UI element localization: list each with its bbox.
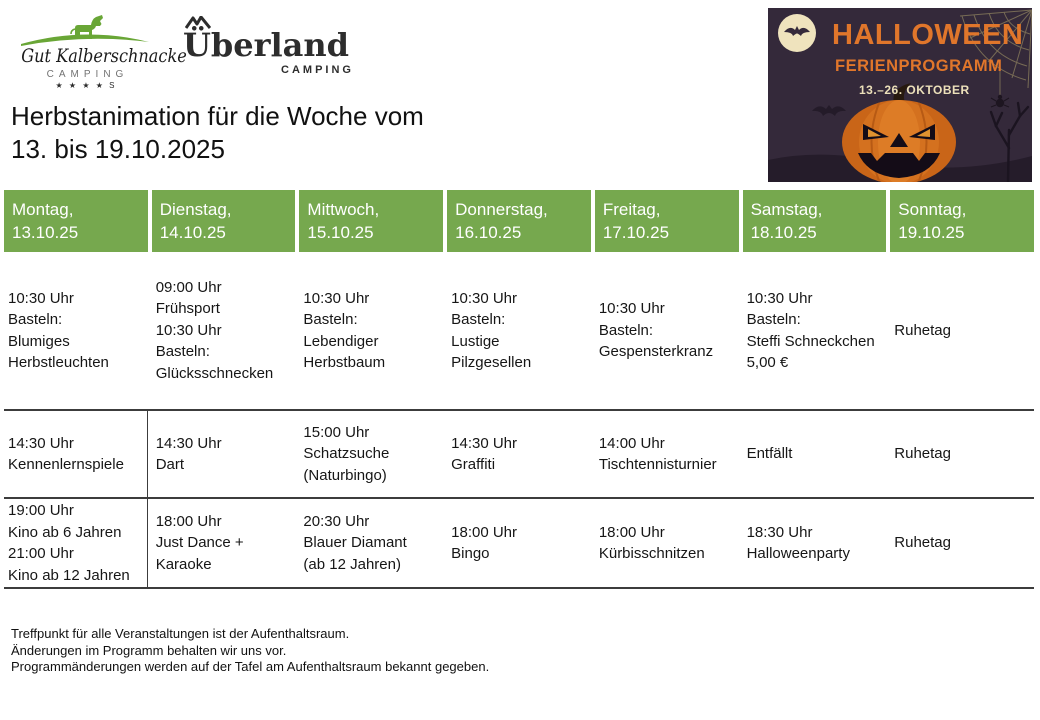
calf-tail-icon — [71, 29, 75, 34]
schedule-cell-line: 5,00 € — [746, 354, 789, 371]
day-date: 16.10.25 — [455, 223, 522, 242]
schedule-cell — [890, 499, 1034, 587]
schedule-cell-line: 15:00 Uhr — [303, 423, 370, 441]
schedule-cell-line: Karaoke — [155, 555, 212, 573]
day-date: 19.10.25 — [898, 223, 965, 242]
schedule-cell — [299, 252, 443, 409]
schedule-cell-line: Ruhetag — [894, 445, 951, 463]
schedule-cell — [595, 411, 739, 497]
schedule-cell-line: Ruhetag — [894, 534, 951, 552]
schedule-cell — [447, 499, 591, 587]
schedule-cell-line: 14:00 Uhr — [598, 434, 665, 452]
day-header — [595, 190, 739, 252]
schedule-cell-line: Basteln: — [155, 343, 210, 361]
schedule-cell — [743, 411, 887, 497]
day-name: Samstag, — [750, 200, 823, 219]
schedule-cell-line: Kino ab 6 Jahren — [8, 523, 122, 541]
day-name: Montag, — [12, 200, 74, 219]
schedule-cell-line: 19:00 Uhr — [8, 502, 74, 519]
schedule-cell-line: Basteln: — [451, 311, 506, 328]
day-name: Freitag, — [602, 200, 661, 219]
gut-kalberschnacke-logo — [10, 8, 187, 90]
schedule-cell-line: Bingo — [451, 545, 490, 562]
schedule-cell-line: Basteln: — [8, 311, 63, 328]
schedule-cell-line: (ab 12 Jahren) — [303, 555, 401, 573]
schedule-cell — [4, 411, 148, 497]
schedule-cell — [299, 411, 443, 497]
schedule-cell-line: Pilzgesellen — [451, 354, 532, 371]
ueberland-logo — [183, 16, 355, 76]
schedule-cell-line: 18:30 Uhr — [746, 523, 813, 541]
schedule-cell — [152, 499, 296, 587]
page-title — [11, 100, 424, 166]
note-line: Treffpunkt für alle Veranstaltungen ist der Aufenthaltsraum. — [11, 626, 350, 641]
banner-subtitle: FERIENPROGRAMM — [835, 57, 1003, 75]
schedule-cell-line: 10:30 Uhr — [303, 289, 370, 307]
day-header — [152, 190, 296, 252]
schedule-cell-line: Entfällt — [746, 445, 793, 463]
page-title-line2: 13. bis 19.10.2025 — [11, 134, 225, 164]
schedule-cell — [299, 499, 443, 587]
schedule-cell-line: 14:30 Uhr — [155, 434, 222, 452]
schedule-cell — [447, 411, 591, 497]
schedule-cell-line: 18:00 Uhr — [451, 523, 518, 541]
day-date: 15.10.25 — [307, 223, 374, 242]
schedule-row-evening — [4, 497, 1034, 589]
day-name: Donnerstag, — [455, 200, 548, 219]
ueberland-name: Überland — [183, 26, 350, 64]
schedule-cell-line: 14:30 Uhr — [451, 434, 518, 452]
day-date: 13.10.25 — [12, 223, 79, 242]
schedule-row-afternoon — [4, 409, 1034, 497]
schedule-cell-line: 20:30 Uhr — [303, 512, 370, 530]
day-header — [4, 190, 148, 252]
schedule-cell — [152, 252, 296, 409]
day-date: 14.10.25 — [159, 223, 226, 242]
page-title-line1: Herbstanimation für die Woche vom — [11, 101, 424, 131]
halloween-banner — [768, 8, 1032, 182]
schedule-row-morning — [4, 252, 1034, 409]
schedule-cell-line: Kino ab 12 Jahren — [8, 566, 130, 584]
schedule-cell-line: Halloweenparty — [746, 545, 850, 562]
kalberschnacke-camping-label: CAMPING — [46, 69, 129, 80]
schedule-cell-line: 10:30 Uhr — [746, 289, 813, 307]
schedule-cell-line: Herbstbaum — [303, 354, 386, 371]
day-header — [890, 190, 1034, 252]
schedule-cell-line: 10:30 Uhr — [451, 289, 518, 307]
schedule-cell — [152, 411, 296, 497]
moon-icon — [778, 14, 816, 52]
schedule-header-row — [4, 190, 1034, 252]
schedule-cell-line: Frühsport — [155, 300, 220, 318]
star-rating: ★ ★ ★ ★ S — [55, 81, 117, 90]
schedule-cell-line: 10:30 Uhr — [155, 321, 222, 339]
day-header — [743, 190, 887, 252]
day-name: Mittwoch, — [307, 200, 380, 219]
ueberland-camping-label: CAMPING — [281, 63, 354, 76]
schedule-cell — [743, 499, 887, 587]
kalberschnacke-name: Gut Kalberschnacke — [21, 45, 187, 67]
schedule-cell-line: Glücksschnecken — [155, 364, 274, 382]
schedule-cell-line: Blumiges — [8, 332, 70, 350]
schedule-cell-line: 18:00 Uhr — [598, 523, 665, 541]
schedule-cell-line: Ruhetag — [894, 321, 951, 339]
schedule-cell — [743, 252, 887, 409]
schedule-cell — [595, 252, 739, 409]
schedule-cell — [595, 499, 739, 587]
schedule-cell-line: 10:30 Uhr — [598, 300, 665, 318]
schedule-cell — [890, 252, 1034, 409]
schedule-cell-line: Kennenlernspiele — [8, 456, 124, 473]
note-line: Änderungen im Programm behalten wir uns vor. — [11, 642, 287, 658]
banner-dates: 13.–26. OKTOBER — [859, 83, 970, 97]
note-line: Programmänderungen werden auf der Tafel am Aufenthaltsraum bekannt gegeben. — [11, 659, 490, 674]
schedule-cell-line: Tischtennisturnier — [598, 456, 717, 473]
schedule-cell-line: Lustige — [451, 332, 500, 350]
schedule-cell-line: Dart — [155, 456, 185, 473]
schedule-cell-line: 14:30 Uhr — [8, 434, 74, 452]
schedule-cell-line: Basteln: — [598, 321, 654, 339]
day-header — [299, 190, 443, 252]
day-name: Sonntag, — [898, 200, 967, 219]
schedule-cell — [890, 411, 1034, 497]
schedule-cell — [4, 252, 148, 409]
schedule-cell-line: Gespensterkranz — [598, 343, 714, 361]
schedule-cell — [447, 252, 591, 409]
schedule-cell-line: 10:30 Uhr — [8, 289, 74, 307]
schedule-cell-line: Herbstleuchten — [8, 354, 109, 371]
schedule-cell-line: Graffiti — [451, 456, 496, 473]
schedule-cell-line: Just Dance + — [155, 534, 244, 552]
schedule-cell — [4, 499, 148, 587]
schedule-cell-line: (Naturbingo) — [303, 466, 387, 484]
banner-title: HALLOWEEN — [832, 19, 1024, 51]
schedule-cell-line: Blauer Diamant — [303, 534, 407, 552]
day-date: 17.10.25 — [602, 223, 670, 242]
schedule-cell-line: Steffi Schneckchen — [746, 332, 875, 350]
schedule-cell-line: 18:00 Uhr — [155, 512, 222, 530]
schedule-cell-line: 21:00 Uhr — [8, 545, 74, 562]
schedule-cell-line: 09:00 Uhr — [155, 278, 222, 296]
schedule-cell-line: Basteln: — [746, 311, 801, 328]
schedule-table — [4, 190, 1034, 589]
day-date: 18.10.25 — [750, 223, 817, 242]
schedule-cell-line: Schatzsuche — [303, 445, 390, 463]
notes — [11, 626, 489, 676]
schedule-cell-line: Lebendiger — [303, 332, 379, 350]
schedule-cell-line: Basteln: — [303, 311, 358, 328]
calf-on-hill-icon — [17, 8, 153, 48]
schedule-cell-line: Kürbisschnitzen — [598, 545, 705, 562]
day-header — [447, 190, 591, 252]
day-name: Dienstag, — [159, 200, 232, 219]
